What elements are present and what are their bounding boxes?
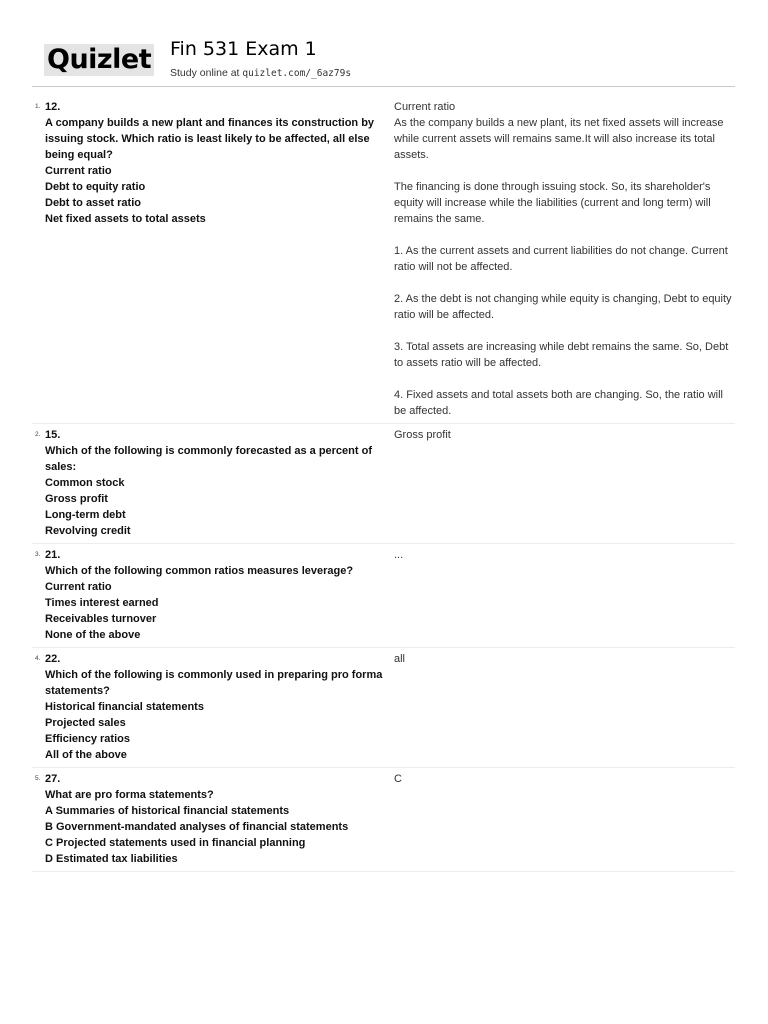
question-option: Current ratio <box>45 581 112 593</box>
card-number: 3. <box>35 551 41 558</box>
question-option: Debt to asset ratio <box>45 197 141 209</box>
question-option: Revolving credit <box>45 525 131 537</box>
question-option: Common stock <box>45 477 125 489</box>
flashcard-list <box>32 96 735 872</box>
question-option: Receivables turnover <box>45 613 157 625</box>
flashcard-row <box>32 96 735 424</box>
card-answer: Current ratio As the company builds a new plant, its net fixed assets will increase while current assets will remains same.It will also increase its total assets. The financing is done through issuing stock. So, its shareholder's equity will increase while the liabilities (current and long term) will remains the same. 1. As the current assets and current liabilities do not change. Current ratio will not be affected. 2. As the debt is not changing while equity is changing, Debt to equity ratio will be affected. 3. Total assets are increasing while debt remains the same. So, Debt to assets ratio will be affected. 4. Fixed assets and total assets both are changing. So, the ratio will be affected. <box>394 101 732 417</box>
question-option: Times interest earned <box>45 597 159 609</box>
question-option: None of the above <box>45 629 141 641</box>
question-option: C Projected statements used in financial planning <box>45 837 306 849</box>
question-text: What are pro forma statements? <box>45 789 214 801</box>
card-question <box>45 99 391 419</box>
question-option: Historical financial statements <box>45 701 204 713</box>
question-number: 22. <box>45 653 61 665</box>
card-number: 5. <box>35 775 41 782</box>
question-option: All of the above <box>45 749 127 761</box>
question-number: 27. <box>45 773 61 785</box>
question-option: A Summaries of historical financial statements <box>45 805 290 817</box>
quizlet-logo[interactable]: Quizlet <box>44 44 154 76</box>
study-online-label: Study online at <box>170 67 243 79</box>
card-number: 2. <box>35 431 41 438</box>
question-number: 15. <box>45 429 61 441</box>
question-option: Long-term debt <box>45 509 126 521</box>
card-answer: Gross profit <box>394 429 451 441</box>
flashcard-row <box>32 648 735 768</box>
question-option: Gross profit <box>45 493 108 505</box>
question-number: 21. <box>45 549 61 561</box>
question-option: Projected sales <box>45 717 126 729</box>
card-question <box>45 427 391 539</box>
page-title: Fin 531 Exam 1 <box>170 38 317 60</box>
flashcard-row <box>32 768 735 872</box>
card-number: 1. <box>35 103 41 110</box>
question-option: Net fixed assets to total assets <box>45 213 206 225</box>
question-option: Debt to equity ratio <box>45 181 146 193</box>
study-url-link[interactable]: quizlet.com/_6az79s <box>242 68 352 79</box>
flashcard-row <box>32 424 735 544</box>
card-answer: C <box>394 773 402 785</box>
question-text: Which of the following is commonly used in preparing pro forma statements? <box>45 669 383 697</box>
question-text: Which of the following common ratios measures leverage? <box>45 565 354 577</box>
flashcard-row <box>32 544 735 648</box>
question-number: 12. <box>45 101 61 113</box>
study-online-line <box>170 66 351 81</box>
question-option: D Estimated tax liabilities <box>45 853 178 865</box>
question-text: Which of the following is commonly forecasted as a percent of sales: <box>45 445 372 473</box>
header-divider <box>32 86 735 87</box>
card-question <box>45 651 391 763</box>
card-question <box>45 547 391 643</box>
card-number: 4. <box>35 655 41 662</box>
page-header <box>0 0 768 86</box>
card-answer: all <box>394 653 406 665</box>
card-question <box>45 771 391 867</box>
question-option: B Government-mandated analyses of financial statements <box>45 821 349 833</box>
question-text: A company builds a new plant and finances its construction by issuing stock. Which ratio is least likely to be affected, all else being equal? <box>45 117 375 161</box>
card-answer: ... <box>394 549 404 561</box>
question-option: Efficiency ratios <box>45 733 130 745</box>
question-option: Current ratio <box>45 165 112 177</box>
